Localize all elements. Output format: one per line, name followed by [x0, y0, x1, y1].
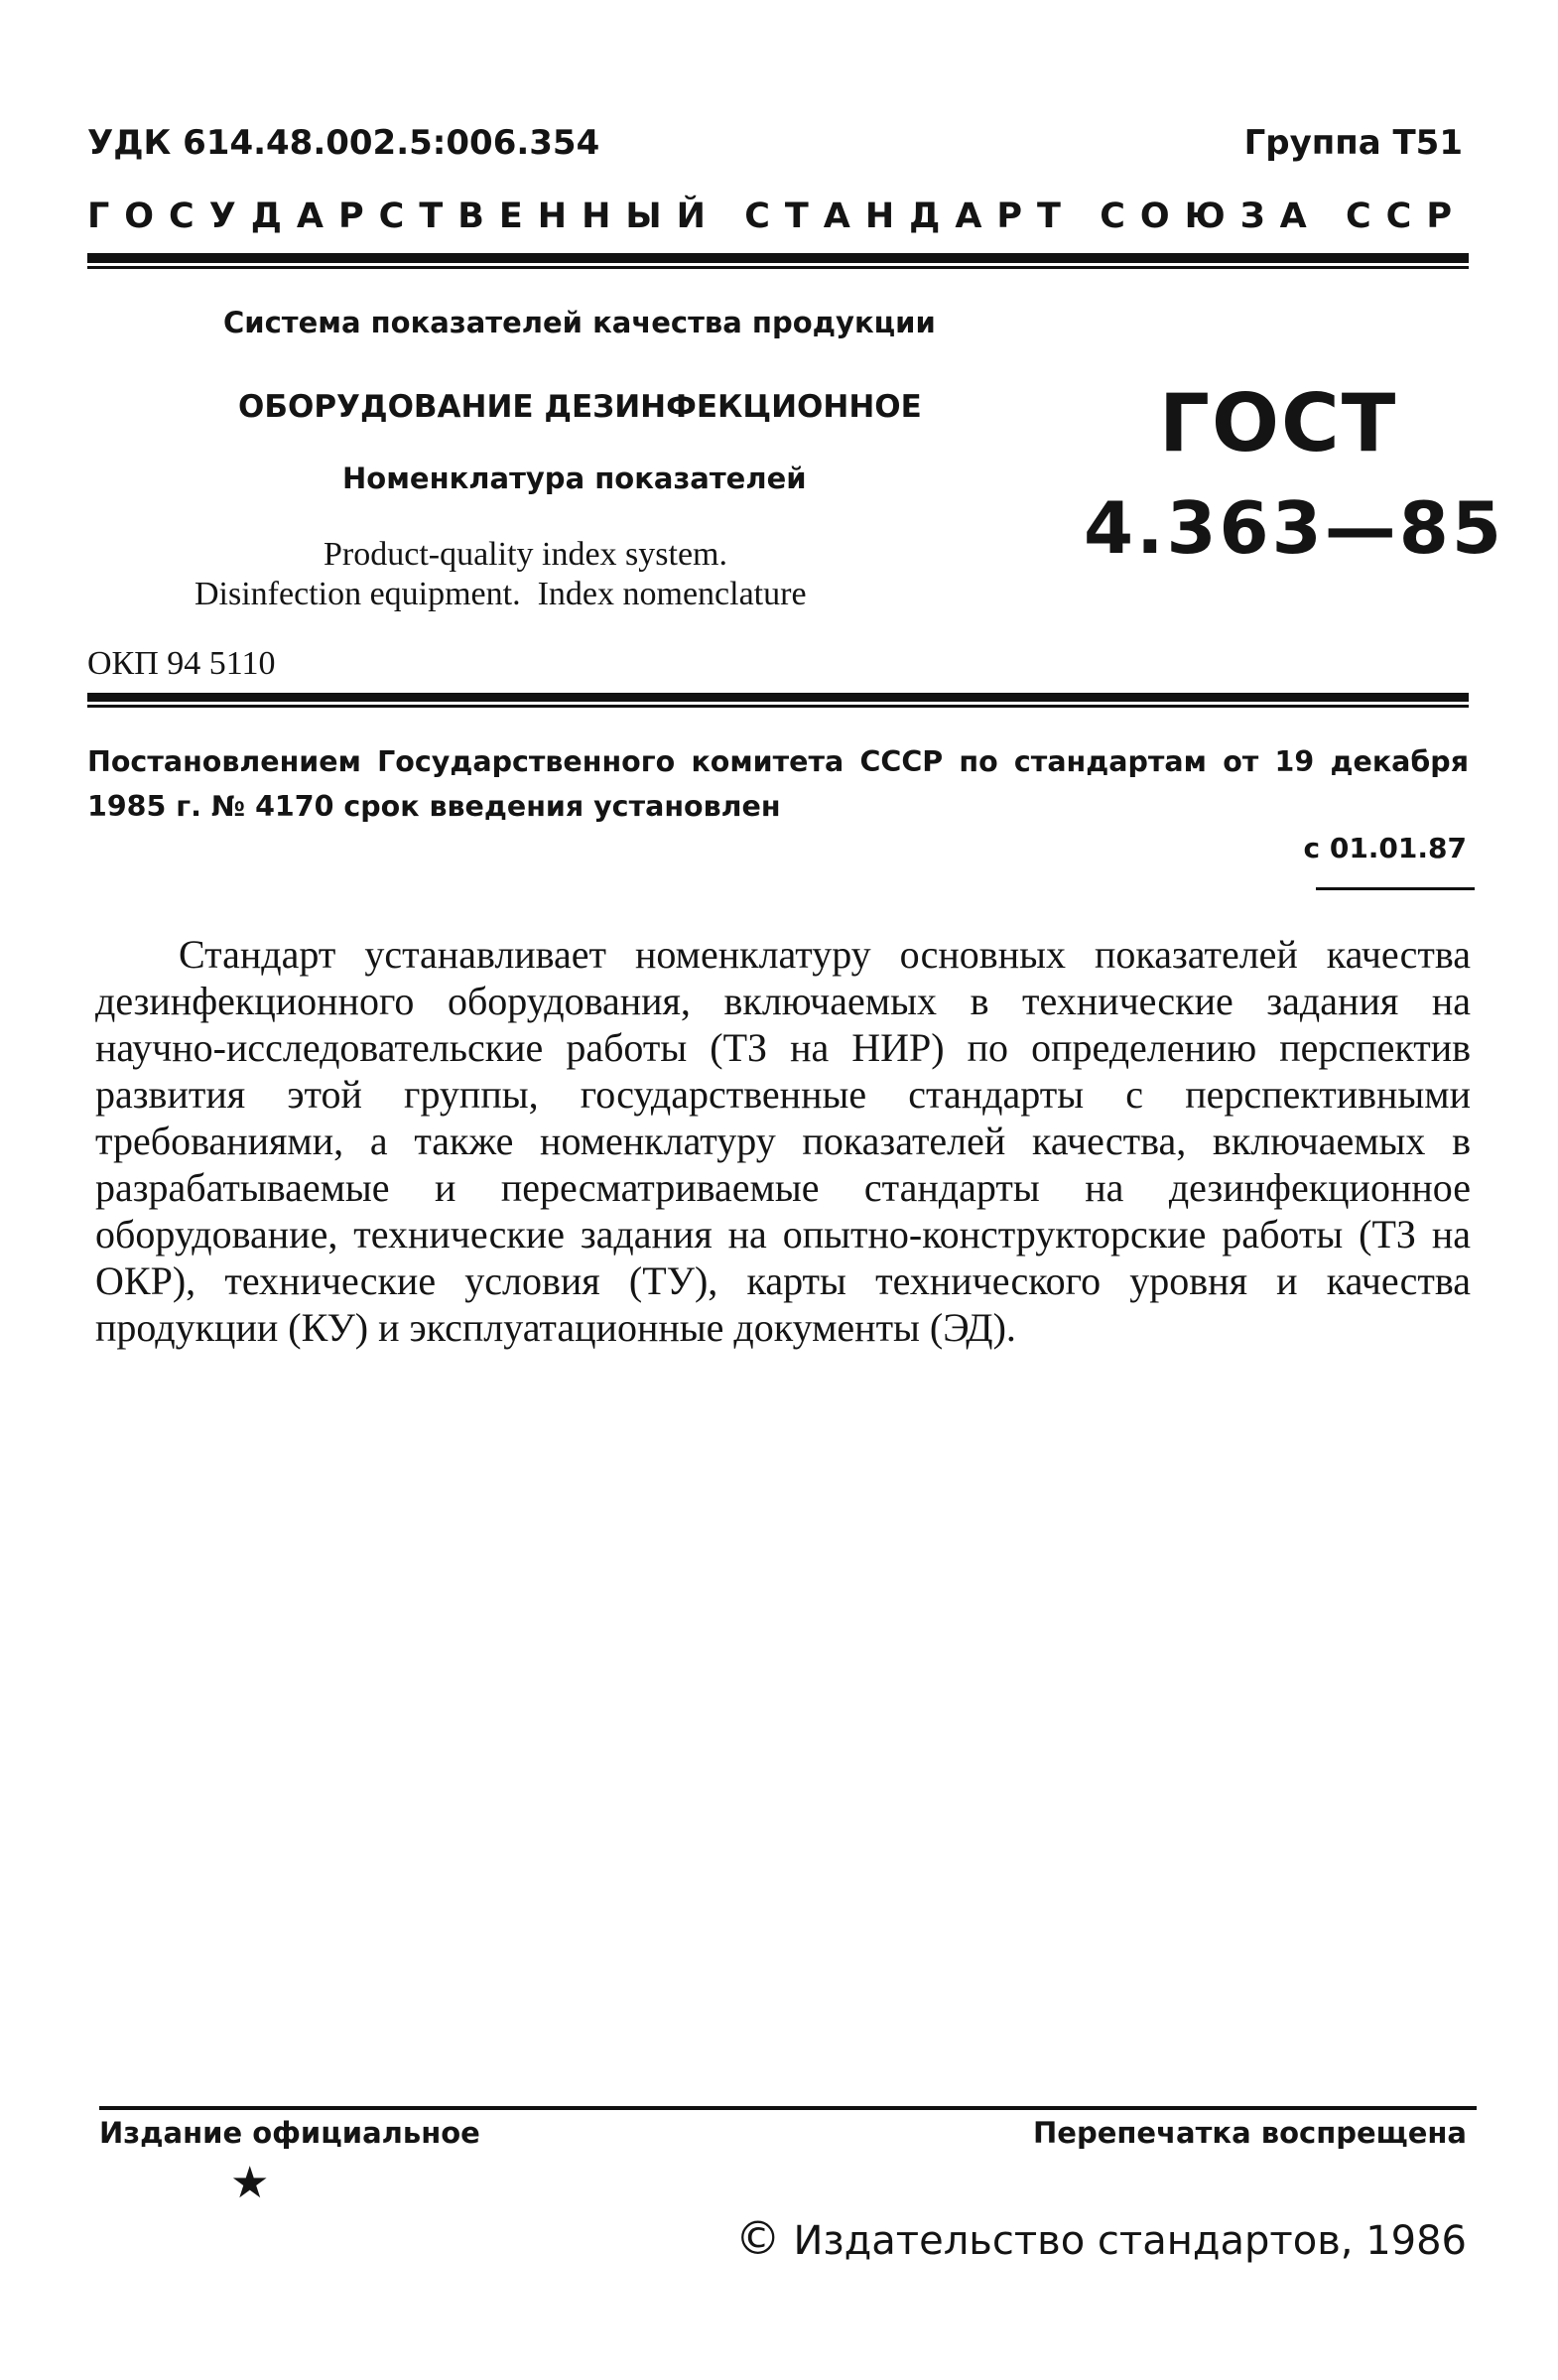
equipment-title: ОБОРУДОВАНИЕ ДЕЗИНФЕКЦИОННОЕ [238, 389, 922, 425]
okp-code: ОКП 94 5110 [87, 645, 276, 682]
decree-text: Постановлением Государственного комитета СССР по стандартам от 19 декабря 1985 г. № 4170 срок введения установлен [87, 745, 1469, 823]
udk-code: УДК 614.48.002.5:006.354 [87, 123, 600, 163]
nomenclature-title: Номенклатура показателей [342, 462, 807, 495]
copyright-line [735, 2211, 1467, 2265]
date-underline [1316, 887, 1475, 890]
official-edition: Издание официальное [99, 2116, 480, 2150]
copyright-icon: © [734, 2211, 781, 2265]
group-code: Группа Т51 [1243, 123, 1463, 163]
star-icon: ★ [230, 2158, 270, 2208]
state-standard-header [87, 197, 1467, 236]
header-word-2: СТАНДАРТ [744, 197, 1076, 236]
header-word-1: ГОСУДАРСТВЕННЫЙ [87, 197, 720, 236]
english-title-line2: Disinfection equipment. Index nomenclature [195, 576, 807, 612]
title-rule-thin [87, 705, 1469, 708]
title-rule [87, 693, 1469, 702]
footer-rule [99, 2106, 1477, 2110]
system-title: Система показателей качества продукции [223, 306, 936, 339]
english-title-line1: Product-quality index system. [324, 536, 728, 573]
gost-number: 4.363—85 [1084, 486, 1504, 570]
publisher-text: Издательство стандартов, 1986 [793, 2218, 1467, 2264]
gost-label: ГОСТ [1159, 377, 1398, 469]
effective-date: с 01.01.87 [1303, 832, 1467, 864]
header-rule [87, 253, 1469, 263]
header-word-3: СОЮЗА [1100, 197, 1322, 236]
header-word-4: ССР [1345, 197, 1467, 236]
reprint-prohibited: Перепечатка воспрещена [1033, 2116, 1467, 2150]
body-paragraph: Стандарт устанавливает номенклатуру основных показателей качества дезинфекционного оборудования, включаемых в технические задания на научно-исследовательские работы (ТЗ на НИР) по определению перспектив развития этой группы, государственные стандарты с перспективными требованиями, а также номенклатуру показателей качества, включаемых в разрабатываемые и пересматриваемые стандарты на дезинфекционное оборудование, технические задания на опытно-конструкторские работы (ТЗ на ОКР), технические условия (ТУ), карты технического уровня и качества продукции (КУ) и эксплуатационные документы (ЭД). [95, 932, 1471, 1350]
header-rule-thin [87, 266, 1469, 269]
